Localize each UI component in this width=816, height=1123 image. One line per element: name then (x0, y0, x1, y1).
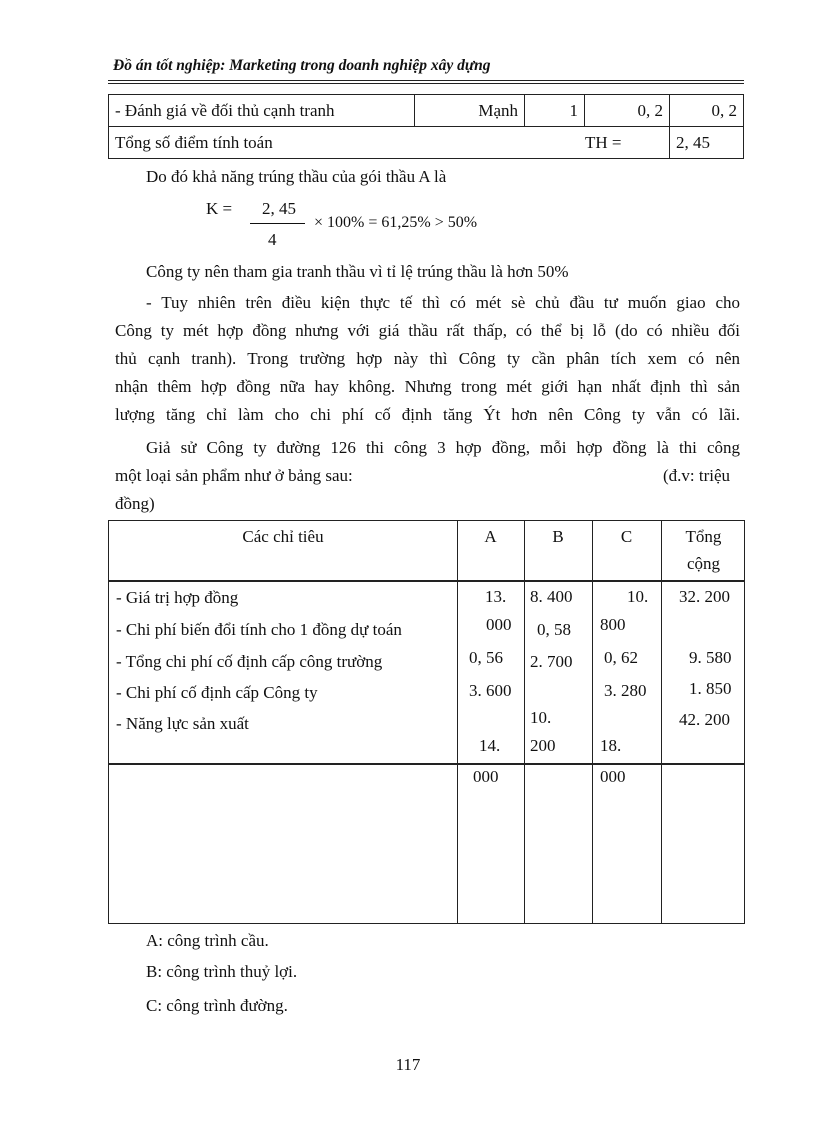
criteria-item: - Tổng chi phí cố định cấp công trường (116, 652, 383, 671)
cell-c: 3. 280 (604, 681, 647, 700)
total-value-cell: 2, 45 (670, 127, 744, 159)
cell-c: 18. (600, 736, 622, 755)
legend-item: A: công trình cầu. (146, 931, 269, 950)
score-cell: 0, 2 (670, 95, 744, 127)
contracts-table (108, 520, 745, 924)
coef-cell: 0, 2 (585, 95, 670, 127)
unit-note: (đ.v: triệu (663, 466, 731, 485)
level-cell: Mạnh (415, 95, 525, 127)
paragraph-line: đồng) (115, 494, 155, 513)
cell-c: 800 (600, 615, 626, 634)
formula-k: K = (206, 199, 233, 218)
cell-a: 000 (486, 615, 512, 634)
criteria-item: - Giá trị hợp đồng (116, 588, 239, 607)
cell-c: 0, 62 (604, 648, 638, 667)
paragraph-line: thủ cạnh tranh). Trong trường hợp này thì Công ty cần phân tích xem có nên (115, 349, 740, 368)
cell-b: 200 (530, 736, 556, 755)
legend-item: C: công trình đường. (146, 996, 288, 1015)
cell-b: 2. 700 (530, 652, 573, 671)
table-row (109, 127, 744, 159)
criteria-item: - Chi phí biến đổi tính cho 1 đồng dự toán (116, 620, 402, 639)
header-total: Tổng (685, 527, 722, 546)
criteria-item: - Chi phí cố định cấp Công ty (116, 683, 318, 702)
header-criteria: Các chỉ tiêu (242, 527, 324, 546)
cell-a: 3. 600 (469, 681, 512, 700)
score-summary-table (108, 94, 744, 159)
cell-c: 10. (627, 587, 649, 606)
cell-a: 13. (485, 587, 507, 606)
paragraph: Do đó khả năng trúng thầu của gói thầu A là (146, 167, 447, 186)
cell-b: 0, 58 (537, 620, 571, 639)
header-b: B (552, 527, 564, 546)
legend-item: B: công trình thuỷ lợi. (146, 962, 298, 981)
table-row (109, 95, 744, 127)
cell-b: 8. 400 (530, 587, 573, 606)
cell-total: 9. 580 (689, 648, 732, 667)
header-total-2: cộng (686, 554, 721, 573)
formula-result: × 100% = 61,25% > 50% (314, 214, 478, 230)
cell-b: 10. (530, 708, 552, 727)
page-number: 117 (395, 1055, 421, 1074)
page-header: Đồ án tốt nghiệp: Marketing trong doanh nghiệp xây dựng (113, 57, 491, 74)
header-a: A (484, 527, 497, 546)
cell-c: 000 (600, 767, 626, 786)
header-rule-double (108, 83, 744, 84)
paragraph-line: một loại sản phẩm như ở bảng sau: (115, 466, 353, 485)
paragraph: Công ty nên tham gia tranh thầu vì tỉ lệ trúng thầu là hơn 50% (146, 262, 569, 281)
cell-total: 1. 850 (689, 679, 732, 698)
cell-a: 0, 56 (469, 648, 503, 667)
total-label: Tổng số điểm tính toán (115, 132, 273, 152)
th-label: TH = (585, 133, 622, 152)
fraction-bar (250, 223, 305, 224)
formula-numerator: 2, 45 (262, 199, 296, 218)
body-divider (109, 763, 744, 765)
cell-total: 32. 200 (679, 587, 730, 606)
criterion-cell: - Đánh giá về đối thủ cạnh tranh (109, 95, 415, 127)
paragraph-line: lượng tăng chỉ làm cho chi phí cố định tăng Ýt hơn nên Công ty vẫn có lãi. (115, 405, 740, 424)
formula-denominator: 4 (268, 230, 277, 249)
cell-a: 14. (479, 736, 501, 755)
header-divider (109, 580, 744, 582)
paragraph-line: Giả sử Công ty đường 126 thi công 3 hợp đồng, mỗi hợp đồng là thi công (146, 438, 740, 457)
cell-total: 42. 200 (679, 710, 730, 729)
cell-a: 000 (473, 767, 499, 786)
weight-cell: 1 (525, 95, 585, 127)
paragraph-line: nhận thêm hợp đồng nữa hay không. Nhưng trong mét giới hạn nhất định thì sản (115, 377, 740, 396)
paragraph-line: - Tuy nhiên trên điều kiện thực tế thì có mét sè chủ đầu tư muốn giao cho (146, 293, 740, 312)
paragraph-line: Công ty mét hợp đồng nhưng với giá thầu rất thấp, có thể bị lỗ (do có nhiều đối (115, 321, 740, 340)
criteria-item: - Năng lực sản xuất (116, 714, 249, 733)
header-c: C (620, 527, 633, 546)
total-label-cell (109, 127, 670, 159)
header-rule (108, 80, 744, 81)
